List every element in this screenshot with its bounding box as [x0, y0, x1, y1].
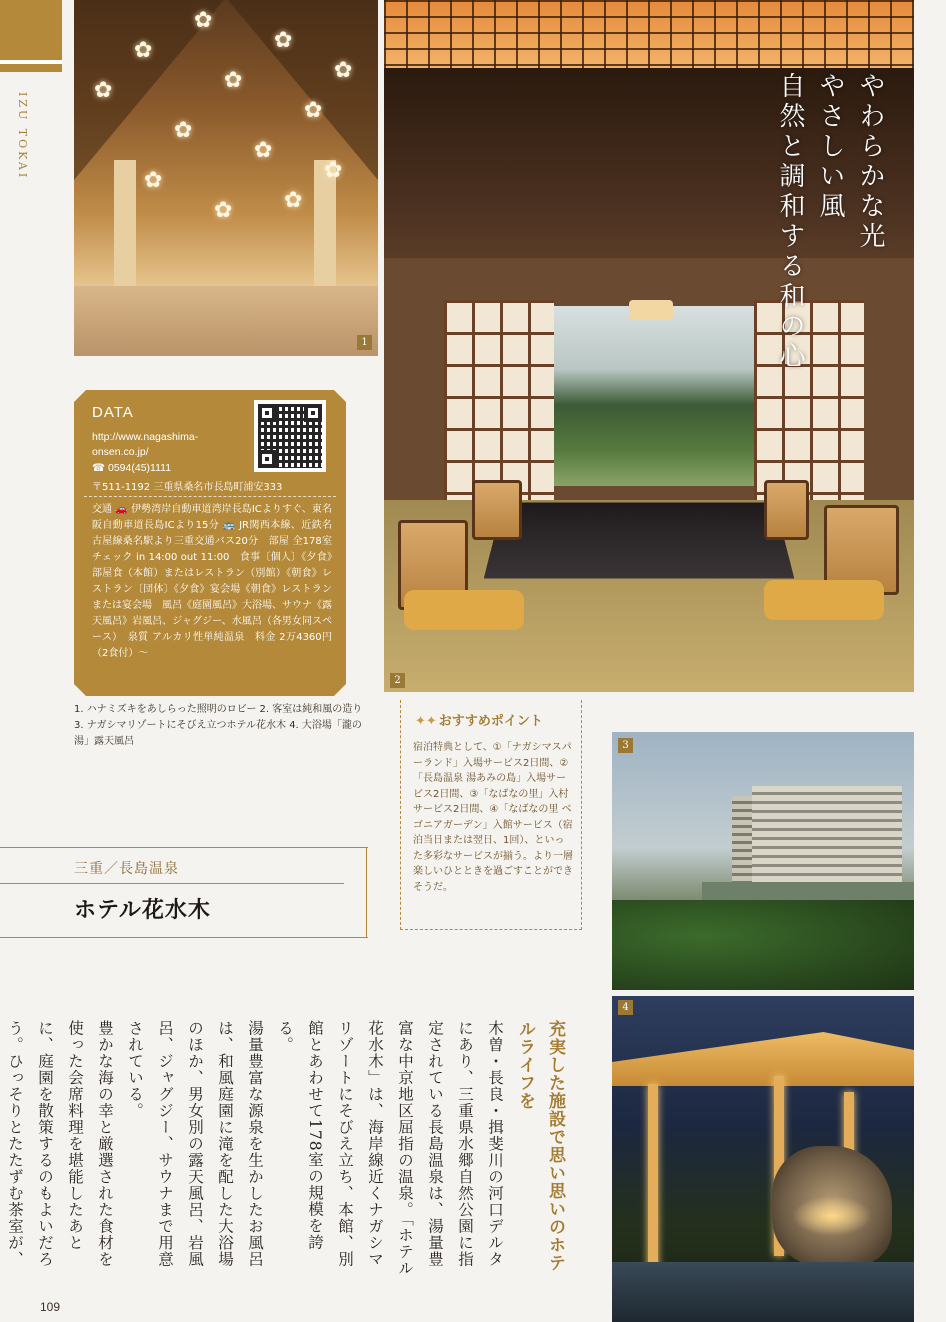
- headline-line-1: やわらかな光: [855, 72, 885, 252]
- hotel-address: 〒511-1192 三重県桑名市長島町浦安333: [92, 482, 283, 493]
- article-paragraph: 湯量豊富な源泉を生かしたお風呂は、和風庭園に滝を配した大浴場のほか、男女別の露天風呂、岩風呂、ジャグジー、サウナまで用意されている。: [126, 1020, 264, 1268]
- data-box: [74, 390, 346, 696]
- data-title: DATA: [92, 404, 134, 421]
- recommend-box: [400, 700, 582, 930]
- headline-line-3: 自然と調和する和の心: [775, 72, 805, 372]
- headline-line-2: やさしい風: [815, 72, 845, 222]
- recommend-title: ✦✦ おすすめポイント: [415, 714, 543, 729]
- article-body: [6, 1020, 570, 1280]
- outdoor-bath-photo: [612, 996, 914, 1322]
- side-tab-marker: [0, 0, 62, 72]
- page-number: 109: [40, 1300, 61, 1314]
- article-paragraph: 木曽・長良・揖斐川の河口デルタにあり、三重県水郷自然公園に指定されている長島温泉は、湯量豊富な中京地区屈指の温泉。「ホテル花水木」は、海岸線近くナガシマリゾートにそびえ立ち、本館、別館とあわせて178室の規模を誇る。: [276, 1020, 504, 1277]
- hotel-name: ホテル花水木: [74, 898, 211, 923]
- sparkle-icon: ✦✦: [415, 714, 437, 729]
- divider: [0, 883, 344, 884]
- hotel-phone: ☎ 0594(45)1111: [92, 462, 172, 474]
- photo-number-1: 1: [357, 335, 372, 350]
- qr-code-icon[interactable]: [254, 400, 326, 472]
- section-label: IZU TOKAI: [16, 92, 29, 181]
- recommend-body: 宿泊特典として、①「ナガシマスパーランド」入場サービス2日間、②「長島温泉 湯あみの島」入場サービス2日間、③「なばなの里」入村サービス2日間、④「なばなの里 ベゴニアガーデン」入館サービス（宿泊当日または翌日、1回）、といった多彩なサービスが揃う。より一層楽しいひとときを過ごすことができそうだ。: [413, 742, 573, 893]
- divider: [0, 847, 368, 848]
- photo-number-2: 2: [390, 673, 405, 688]
- photo-number-3: 3: [618, 738, 633, 753]
- hotel-url-link[interactable]: http://www.nagashima-onsen.co.jp/: [92, 431, 199, 458]
- divider: [366, 847, 367, 937]
- article-paragraph: 豊かな海の幸と厳選された食材を使った会席料理を堪能したあとに、庭園を散策するのもよいだろう。ひっそりとたたずむ茶室が、: [6, 1020, 114, 1268]
- photo-number-4: 4: [618, 1000, 633, 1015]
- hotel-exterior-photo: [612, 732, 914, 990]
- lobby-photo: ✿ ✿ ✿ ✿ ✿ ✿ ✿ ✿ ✿ ✿ ✿ ✿ ✿ 1: [74, 0, 378, 356]
- headline: [770, 72, 890, 462]
- photo-captions: 1. ハナミズキをあしらった照明のロビー 2. 客室は純和風の造り 3. ナガシマリゾートにそびえ立つホテル花水木 4. 大浴場「瀧の湯」露天風呂: [74, 704, 363, 747]
- access-info: 交通 🚗 伊勢湾岸自動車道湾岸長島ICよりすぐ、東名阪自動車道長島ICより15分 🚌 JR関西本線、近鉄名古屋線桑名駅より三重交通バス20分 部屋 全178室 チェック in 14:00 out 11:00 食事〔個人〕《夕食》部屋食（本館）またはレストラン（別館）《朝食》レストラン〔団体〕《夕食》宴会場《朝食》レストランまたは宴会場 風呂《庭園風呂》大浴場、サウナ《露天風呂》岩風呂、ジャグジー、水風呂（各男女同スペース） 泉質 アルカリ性単純温泉 料金 2万4360円（2食付）～: [92, 504, 342, 659]
- divider: [0, 937, 368, 938]
- article-heading: 充実した施設で思い思いのホテルライフを: [515, 1020, 565, 1272]
- region-label: 三重／長島温泉: [74, 861, 179, 877]
